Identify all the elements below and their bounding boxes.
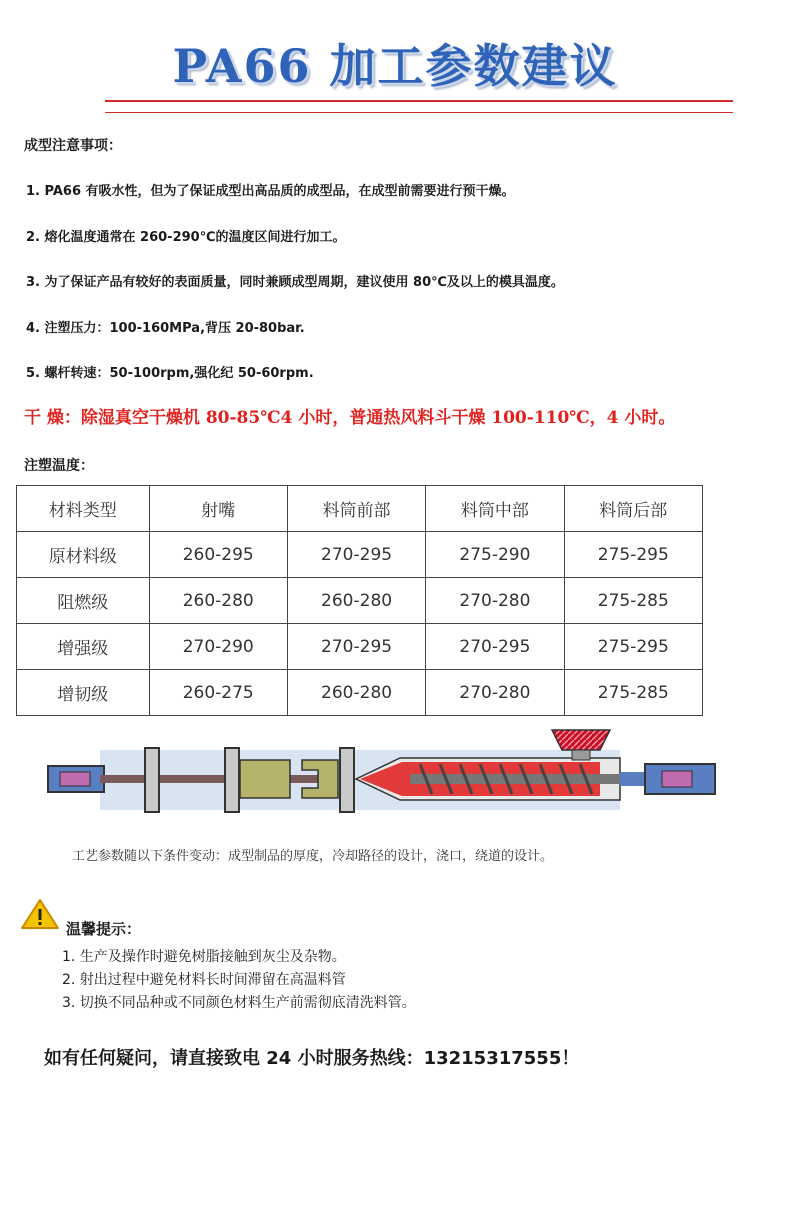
rear-platen — [145, 748, 159, 812]
warning-icon — [20, 898, 60, 930]
table-cell: 原材料级 — [17, 532, 150, 578]
table-cell: 275-295 — [564, 624, 702, 670]
table-cell: 270-290 — [149, 624, 287, 670]
tip-item: 3. 切换不同品种或不同颜色材料生产前需彻底清洗料管。 — [62, 995, 416, 1011]
table-cell: 260-275 — [149, 670, 287, 716]
hopper — [552, 730, 610, 750]
diagram-caption: 工艺参数随以下条件变动：成型制品的厚度，冷却路径的设计，浇口，绕道的设计。 — [72, 849, 554, 864]
table-header-cell: 射嘴 — [149, 486, 287, 532]
drying-instruction: 干 燥：除湿真空干燥机 80-85℃4 小时，普通热风料斗干燥 100-110℃，4 小时。 — [24, 408, 676, 428]
table-row — [17, 532, 703, 578]
table-header-cell: 材料类型 — [17, 486, 150, 532]
tie-bar — [100, 775, 325, 783]
injection-machine-diagram — [40, 728, 730, 828]
tip-item: 1. 生产及操作时避免树脂接触到灰尘及杂物。 — [62, 949, 346, 965]
title-rule-top — [105, 100, 733, 102]
section-molding-title: 成型注意事项： — [24, 138, 122, 154]
table-header-cell: 料筒中部 — [426, 486, 564, 532]
note-item: 2. 熔化温度通常在 260-290℃的温度区间进行加工。 — [26, 230, 346, 245]
table-header-cell: 料筒后部 — [564, 486, 702, 532]
table-cell: 275-295 — [564, 532, 702, 578]
table-cell: 270-295 — [287, 532, 425, 578]
table-cell: 260-280 — [287, 670, 425, 716]
tip-item: 2. 射出过程中避免材料长时间滞留在高温料管 — [62, 972, 346, 988]
table-header-row — [17, 486, 703, 532]
table-cell: 260-295 — [149, 532, 287, 578]
table-cell: 270-295 — [426, 624, 564, 670]
note-item: 3. 为了保证产品有较好的表面质量，同时兼顾成型周期，建议使用 80℃及以上的模具温度。 — [26, 275, 564, 290]
table-cell: 260-280 — [287, 578, 425, 624]
table-row — [17, 624, 703, 670]
note-item: 1. PA66 有吸水性，但为了保证成型出高品质的成型品，在成型前需要进行预干燥。 — [26, 184, 515, 199]
fixed-platen — [340, 748, 354, 812]
table-row — [17, 670, 703, 716]
table-cell: 增强级 — [17, 624, 150, 670]
service-hotline: 如有任何疑问，请直接致电 24 小时服务热线：13215317555！ — [44, 1048, 580, 1069]
table-cell: 增韧级 — [17, 670, 150, 716]
table-header-cell: 料筒前部 — [287, 486, 425, 532]
table-cell: 275-285 — [564, 670, 702, 716]
table-cell: 270-295 — [287, 624, 425, 670]
table-cell: 260-280 — [149, 578, 287, 624]
table-cell: 阻燃级 — [17, 578, 150, 624]
page-title: PA66 加工参数建议 — [172, 39, 618, 93]
table-cell: 275-290 — [426, 532, 564, 578]
section-temp-title: 注塑温度： — [24, 458, 94, 474]
temperature-table — [16, 485, 703, 716]
title-rule-bottom — [105, 112, 733, 113]
tips-title: 温馨提示： — [66, 920, 142, 938]
table-row — [17, 578, 703, 624]
table-cell: 275-285 — [564, 578, 702, 624]
note-item: 5. 螺杆转速：50-100rpm,强化纪 50-60rpm. — [26, 366, 314, 381]
table-cell: 270-280 — [426, 670, 564, 716]
note-item: 4. 注塑压力：100-160MPa,背压 20-80bar. — [26, 321, 305, 336]
moving-platen — [225, 748, 239, 812]
mold-moving-half — [240, 760, 290, 798]
table-cell: 270-280 — [426, 578, 564, 624]
